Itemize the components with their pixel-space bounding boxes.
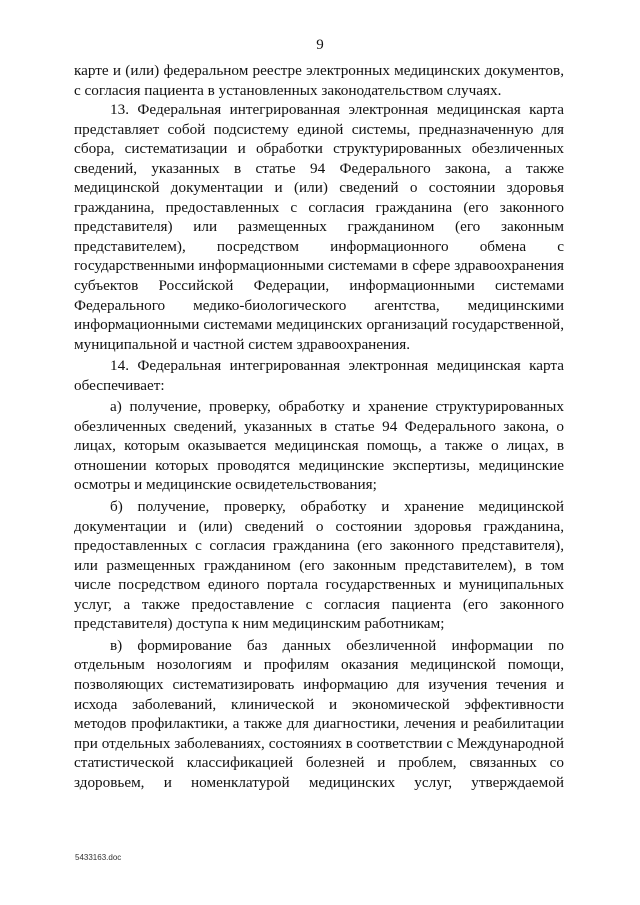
paragraph-item-14-v: в) формирование баз данных обезличенной информации по отдельным нозологиям и профилям оказания медицинской помощи, позволяющих систематизировать информацию для изучения течения и исхода заболеваний, клинической и экономической эффективности методов профилактики, а также для диагностики, лечения и реабилитации при отдельных заболеваниях, состояниях в соответствии с Международной статистической классификацией болезней и проблем, связанных со здоровьем, и номенклатурой медицинских услуг, утверждаемой [74,636,564,791]
paragraph-item-13: 13. Федеральная интегрированная электронная медицинская карта представляет собой подсистему единой системы, предназначенную для сбора, систематизации и обработки структурированных обезличенных сведений, указанных в статье 94 Федерального закона, а также медицинской документации и (или) сведений о состоянии здоровья гражданина, предоставленных с согласия гражданина (его законного представителя) или размещенных гражданином (его законным представителем), посредством информационного обмена с государственными информационными системами в сфере здравоохранения субъектов Российской Федерации, информационными системами Федерального медико-биологического агентства, медицинскими информационными системами медицинских организаций государственной, муниципальной и частной систем здравоохранения. [74,101,564,353]
document-file-code: 5433163.doc [75,853,122,862]
page-number: 9 [316,37,324,53]
paragraph-item-14-b: б) получение, проверку, обработку и хранение медицинской документации и (или) сведений о состоянии здоровья гражданина, предоставленных с согласия гражданина (его законного представителя), или размещенных гражданином (его законным представителем), в том числе посредством единого портала государственных и муниципальных услуг, а также предоставление с согласия пациента (его законного представителя) доступа к ним медицинским работникам; [74,498,564,633]
paragraph-item-14-a: а) получение, проверку, обработку и хранение структурированных обезличенных сведений, указанных в статье 94 Федерального закона, о лицах, которым оказывается медицинская помощь, а также о лицах, в отношении которых проводятся медицинские экспертизы, медицинские осмотры и медицинские освидетельствования; [74,398,564,494]
paragraph-continuation: карте и (или) федеральном реестре электронных медицинских документов, с согласия пациента в установленных законодательством случаях. [74,62,564,99]
document-body [74,61,564,792]
paragraph-item-14: 14. Федеральная интегрированная электронная медицинская карта обеспечивает: [74,357,564,394]
